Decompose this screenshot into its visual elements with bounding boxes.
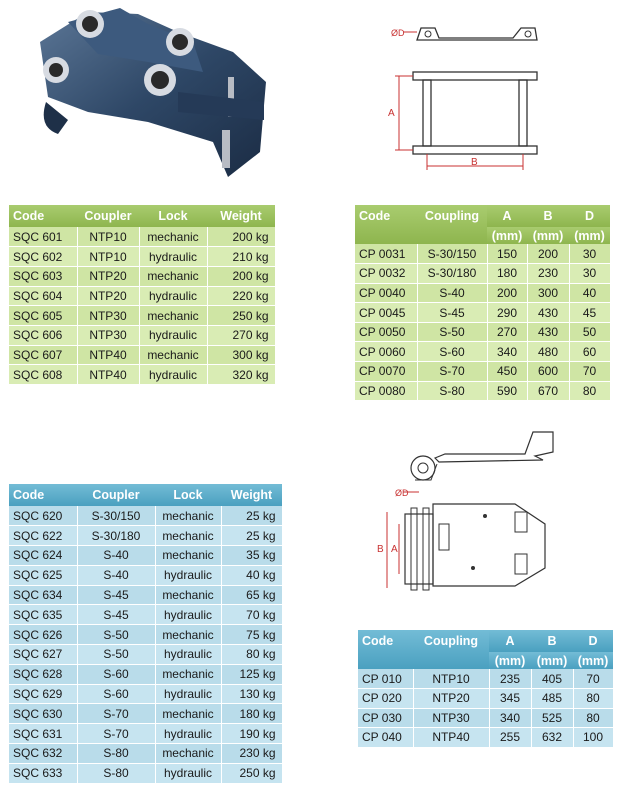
table-row [9, 565, 282, 585]
table-row [355, 244, 610, 264]
table-cell: 30 [569, 264, 610, 284]
table-cell: SQC 606 [9, 325, 77, 345]
table-row [9, 724, 282, 744]
table-cell: NTP20 [77, 266, 139, 286]
dim-label-a: A [388, 108, 395, 119]
table-cell: 230 [527, 264, 569, 284]
table-cell: 200 kg [207, 227, 275, 247]
table-cell: hydraulic [139, 325, 207, 345]
unit-a: (mm) [487, 227, 527, 244]
col-code: Code [358, 630, 413, 669]
table-cell: 75 kg [221, 625, 282, 645]
table-cell: 300 [527, 283, 569, 303]
col-d: D [569, 205, 610, 227]
table-cell: NTP40 [77, 345, 139, 365]
table-row [9, 506, 282, 526]
col-lock: Lock [139, 205, 207, 227]
col-d: D [573, 630, 613, 652]
col-code: Code [9, 484, 77, 506]
table-cell: NTP20 [413, 689, 489, 709]
table-cell: SQC 625 [9, 565, 77, 585]
col-lock: Lock [155, 484, 221, 506]
table-cell: S-40 [417, 283, 487, 303]
table-cell: 590 [487, 381, 527, 401]
table-cell: S-80 [77, 763, 155, 783]
table-cell: 50 [569, 322, 610, 342]
table-cell: 670 [527, 381, 569, 401]
table-cell: S-60 [77, 684, 155, 704]
table-cell: hydraulic [139, 286, 207, 306]
table-cell: mechanic [139, 345, 207, 365]
table-cell: 200 [487, 283, 527, 303]
table-cell: 200 kg [207, 266, 275, 286]
table-cell: S-40 [77, 565, 155, 585]
cp-s-table [355, 205, 611, 401]
table-cell: 80 [573, 689, 613, 709]
table-cell: NTP10 [413, 669, 489, 689]
table-cell: SQC 632 [9, 744, 77, 764]
table-row [9, 546, 282, 566]
table-cell: S-50 [417, 322, 487, 342]
table-cell: 525 [531, 708, 573, 728]
table-cell: 40 [569, 283, 610, 303]
table-cell: 100 [573, 728, 613, 748]
col-code: Code [9, 205, 77, 227]
unit-d: (mm) [573, 652, 613, 669]
table-row [9, 286, 275, 306]
table-row [9, 247, 275, 267]
table-row [358, 728, 613, 748]
table-cell: mechanic [139, 266, 207, 286]
table-row [9, 306, 275, 326]
table-row [9, 365, 275, 385]
table-cell: mechanic [155, 744, 221, 764]
table-cell: hydraulic [155, 605, 221, 625]
table-cell: SQC 607 [9, 345, 77, 365]
table-cell: mechanic [139, 227, 207, 247]
col-b: B [531, 630, 573, 652]
table-row [9, 345, 275, 365]
col-weight: Weight [207, 205, 275, 227]
table-cell: 405 [531, 669, 573, 689]
table-cell: SQC 635 [9, 605, 77, 625]
table-cell: 340 [487, 342, 527, 362]
table-cell: 180 [487, 264, 527, 284]
table-cell: 25 kg [221, 506, 282, 526]
table-cell: 80 [569, 381, 610, 401]
col-coupling: Coupling [417, 205, 487, 244]
table-cell: 220 kg [207, 286, 275, 306]
table-row [9, 625, 282, 645]
dim-label-d2: ØD [395, 488, 409, 498]
table-cell: 65 kg [221, 585, 282, 605]
table-cell: 180 kg [221, 704, 282, 724]
table-cell: CP 0070 [355, 362, 417, 382]
table-cell: 340 [489, 708, 531, 728]
col-weight: Weight [221, 484, 282, 506]
table-row [9, 526, 282, 546]
table-cell: CP 0032 [355, 264, 417, 284]
table-cell: CP 0031 [355, 244, 417, 264]
col-b: B [527, 205, 569, 227]
table-cell: 30 [569, 244, 610, 264]
table-cell: mechanic [155, 664, 221, 684]
sqc-ntp-table [9, 205, 276, 385]
table-cell: S-45 [77, 585, 155, 605]
table-cell: 150 [487, 244, 527, 264]
table-cell: S-70 [77, 704, 155, 724]
table-cell: S-70 [417, 362, 487, 382]
table-row [358, 669, 613, 689]
table-cell: hydraulic [155, 724, 221, 744]
table-cell: SQC 602 [9, 247, 77, 267]
table-cell: 255 [489, 728, 531, 748]
table-cell: SQC 627 [9, 645, 77, 665]
col-code: Code [355, 205, 417, 244]
table-row [355, 264, 610, 284]
table-cell: 270 kg [207, 325, 275, 345]
table-row [9, 266, 275, 286]
table-cell: CP 0050 [355, 322, 417, 342]
table-cell: SQC 626 [9, 625, 77, 645]
table-row [9, 645, 282, 665]
table-cell: SQC 629 [9, 684, 77, 704]
table-cell: S-45 [417, 303, 487, 323]
table-row [9, 744, 282, 764]
table-cell: 632 [531, 728, 573, 748]
table-row [9, 585, 282, 605]
sqc-s-table [9, 484, 283, 784]
col-a: A [489, 630, 531, 652]
table-cell: 300 kg [207, 345, 275, 365]
table-cell: 70 [569, 362, 610, 382]
table-cell: 130 kg [221, 684, 282, 704]
table-cell: 200 [527, 244, 569, 264]
table-cell: S-30/150 [417, 244, 487, 264]
table-cell: hydraulic [155, 684, 221, 704]
table-row [9, 704, 282, 724]
table-cell: NTP30 [413, 708, 489, 728]
table-cell: CP 020 [358, 689, 413, 709]
table-cell: SQC 603 [9, 266, 77, 286]
table-cell: hydraulic [155, 645, 221, 665]
table-cell: SQC 630 [9, 704, 77, 724]
table-row [355, 362, 610, 382]
unit-b: (mm) [531, 652, 573, 669]
table-cell: SQC 622 [9, 526, 77, 546]
table-cell: CP 0060 [355, 342, 417, 362]
table-cell: mechanic [155, 704, 221, 724]
table-cell: CP 030 [358, 708, 413, 728]
table-row [358, 689, 613, 709]
dim-label-b: B [471, 157, 478, 168]
table-row [9, 227, 275, 247]
table-cell: 190 kg [221, 724, 282, 744]
table-cell: SQC 604 [9, 286, 77, 306]
table-cell: S-50 [77, 625, 155, 645]
col-coupling: Coupling [413, 630, 489, 669]
table-cell: SQC 608 [9, 365, 77, 385]
table-cell: hydraulic [139, 365, 207, 385]
table-cell: SQC 628 [9, 664, 77, 684]
table-cell: 80 [573, 708, 613, 728]
table-cell: S-30/150 [77, 506, 155, 526]
table-row [9, 763, 282, 783]
table-cell: 35 kg [221, 546, 282, 566]
table-cell: 40 kg [221, 565, 282, 585]
table-cell: SQC 631 [9, 724, 77, 744]
table-row [355, 381, 610, 401]
table-cell: 345 [489, 689, 531, 709]
unit-a: (mm) [489, 652, 531, 669]
table-row [355, 283, 610, 303]
col-coupler: Coupler [77, 205, 139, 227]
table-cell: hydraulic [155, 565, 221, 585]
table-cell: SQC 601 [9, 227, 77, 247]
table-cell: CP 040 [358, 728, 413, 748]
table-cell: 270 [487, 322, 527, 342]
coupler-photo [28, 2, 274, 182]
table-cell: 250 kg [221, 763, 282, 783]
table-cell: S-60 [77, 664, 155, 684]
table-cell: mechanic [155, 546, 221, 566]
table-cell: NTP30 [77, 306, 139, 326]
table-cell: 320 kg [207, 365, 275, 385]
dim-label-b2: B [377, 544, 384, 555]
table-cell: SQC 624 [9, 546, 77, 566]
table-cell: NTP20 [77, 286, 139, 306]
table-cell: 70 [573, 669, 613, 689]
table-cell: 80 kg [221, 645, 282, 665]
table-cell: 125 kg [221, 664, 282, 684]
table-cell: 25 kg [221, 526, 282, 546]
table-cell: 230 kg [221, 744, 282, 764]
table-cell: mechanic [155, 625, 221, 645]
table-cell: 60 [569, 342, 610, 362]
table-cell: mechanic [155, 585, 221, 605]
table-cell: CP 0080 [355, 381, 417, 401]
table-cell: 430 [527, 303, 569, 323]
table-row [355, 342, 610, 362]
dim-label-a2: A [391, 544, 398, 555]
table-cell: hydraulic [155, 763, 221, 783]
table-cell: mechanic [139, 306, 207, 326]
table-cell: hydraulic [139, 247, 207, 267]
table-cell: S-45 [77, 605, 155, 625]
table-row [358, 708, 613, 728]
table-cell: 250 kg [207, 306, 275, 326]
unit-d: (mm) [569, 227, 610, 244]
table-cell: S-80 [77, 744, 155, 764]
frame-diagram-top [385, 20, 555, 180]
table-cell: 70 kg [221, 605, 282, 625]
table-row [9, 605, 282, 625]
table-cell: SQC 605 [9, 306, 77, 326]
dim-label-d: ØD [391, 28, 405, 38]
table-cell: 210 kg [207, 247, 275, 267]
table-cell: 235 [489, 669, 531, 689]
table-cell: 485 [531, 689, 573, 709]
table-cell: S-40 [77, 546, 155, 566]
cp-ntp-table [358, 630, 614, 748]
table-cell: S-60 [417, 342, 487, 362]
table-cell: CP 010 [358, 669, 413, 689]
table-cell: CP 0045 [355, 303, 417, 323]
table-row [355, 303, 610, 323]
table-cell: S-30/180 [417, 264, 487, 284]
table-row [9, 684, 282, 704]
table-row [9, 664, 282, 684]
table-cell: 45 [569, 303, 610, 323]
table-cell: S-30/180 [77, 526, 155, 546]
table-cell: CP 0040 [355, 283, 417, 303]
table-cell: 480 [527, 342, 569, 362]
col-a: A [487, 205, 527, 227]
coupler-diagram [375, 428, 570, 603]
unit-b: (mm) [527, 227, 569, 244]
table-cell: NTP30 [77, 325, 139, 345]
table-cell: mechanic [155, 506, 221, 526]
table-cell: S-80 [417, 381, 487, 401]
table-row [9, 325, 275, 345]
table-cell: 290 [487, 303, 527, 323]
col-coupler: Coupler [77, 484, 155, 506]
table-cell: SQC 620 [9, 506, 77, 526]
table-cell: 450 [487, 362, 527, 382]
table-cell: NTP40 [77, 365, 139, 385]
table-cell: 430 [527, 322, 569, 342]
table-cell: NTP10 [77, 247, 139, 267]
table-cell: S-50 [77, 645, 155, 665]
table-row [355, 322, 610, 342]
table-cell: NTP40 [413, 728, 489, 748]
table-cell: NTP10 [77, 227, 139, 247]
table-cell: SQC 633 [9, 763, 77, 783]
table-cell: mechanic [155, 526, 221, 546]
table-cell: S-70 [77, 724, 155, 744]
table-cell: SQC 634 [9, 585, 77, 605]
table-cell: 600 [527, 362, 569, 382]
